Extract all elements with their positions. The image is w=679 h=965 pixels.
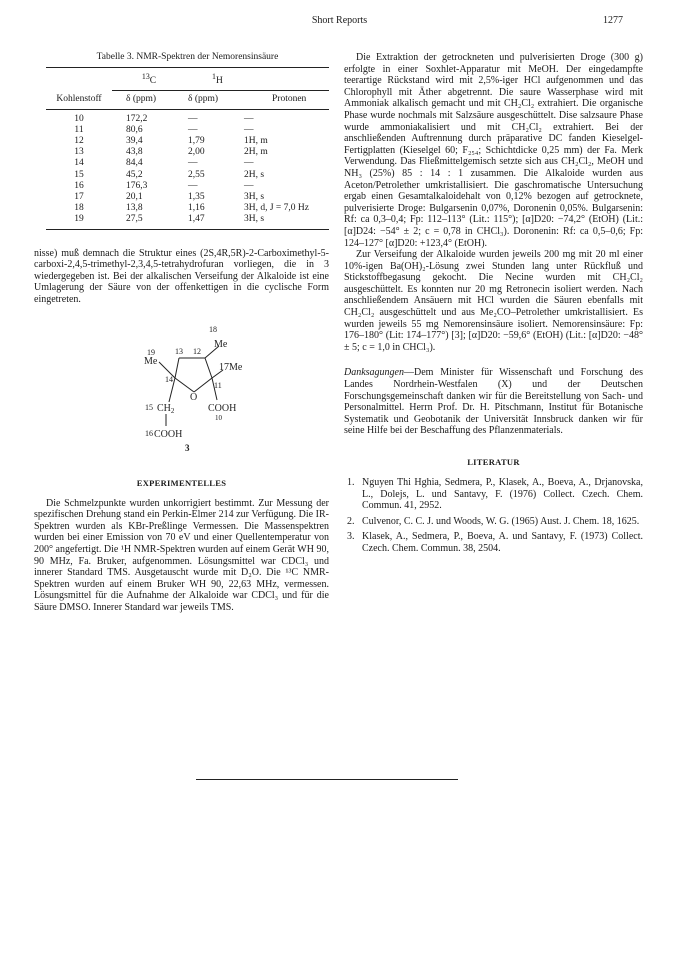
cell-delta-h: —	[188, 124, 198, 135]
ack-text: —Dem Minister für Wissenschaft und Forschung des Landes Nordrhein-Westfalen (X) und der Deutschen Forschungsgemeinschaft danken wir für die Bereitstellung von Sach- und Personalmittel. Herrn Prof. Dr. H. Pitschmann, Institut für Botanische Systematik und Geobotanik der Universität Innsbruck danken wir für seine Hilfe bei der Beschaffung des Pflanzenmaterials.	[344, 367, 643, 437]
bottom-rule	[196, 779, 458, 780]
right-column	[344, 52, 643, 559]
table-row	[46, 214, 329, 229]
reference-text: Nguyen Thi Hghia, Sedmera, P., Klasek, A., Boeva, A., Drjanovska, L., Dolejs, L. und Santavy, F. (1976) Collect. Czech. Chem. Commun. 41, 2952.	[362, 477, 643, 512]
label-19: 19	[147, 347, 155, 357]
cell-delta-c: 80,6	[126, 124, 143, 135]
table-caption: Tabelle 3. NMR-Spektren der Nemorensinsäure	[96, 52, 279, 62]
reference-list	[344, 477, 643, 555]
cell-protonen: 1H, m	[244, 135, 268, 146]
header-1h: $^1$H	[186, 68, 329, 91]
label-16: 16	[145, 428, 153, 438]
cell-delta-h: —	[188, 180, 198, 191]
reference-number: 2.	[347, 515, 355, 527]
section-heading-literatur: LITERATUR	[467, 457, 520, 467]
cell-delta-h: —	[188, 158, 198, 169]
table-row	[46, 158, 329, 169]
section-heading-experimentelles: EXPERIMENTELLES	[136, 477, 227, 488]
nmr-table	[46, 67, 329, 230]
label-13: 13	[175, 346, 183, 356]
table-row	[46, 147, 329, 158]
reference-text: Culvenor, C. C. J. und Woods, W. G. (1965) Aust. J. Chem. 18, 1625.	[362, 515, 640, 527]
cell-delta-c: 27,5	[112, 214, 186, 229]
cell-protonen: 2H, s	[244, 169, 265, 180]
table-row	[46, 203, 329, 214]
reference-item	[344, 531, 643, 554]
left-column	[34, 52, 329, 614]
reference-text: Klasek, A., Sedmera, P., Boeva, A. und Santavy, F. (1973) Collect. Czech. Chem. Commun. 38, 2504.	[362, 531, 643, 554]
label-me-top: Me	[214, 338, 228, 350]
structure-3	[119, 320, 279, 460]
experimental-paragraph: Die Schmelzpunkte wurden unkorrigiert bestimmt. Zur Messung der spezifischen Drehung stand ein Perkin-Elmer 214 zur Verfügung. Die IR-Spektren wurden als KBr-Preßlinge Vermessen. Die Massenspektren wurden bei einer Emission von 70 eV und einer Quellentemperatur von 200° angefertigt. Die ¹H NMR-Spektren wurden auf einem Gerät WH 90, 90 MHz, Fa. Bruker, aufgenommen. Lösungsmittel war CDCl₃ und innerer Standard TMS. Ausgetauscht wurde mit D₂O. Die ¹³C NMR-Spektren wurden auf einem Bruker WH 90, 22,63 MHz, vermessen. Lösungsmittel für die Aufnahme der Alkaloide war CDCl₃ und für die Säure DMSO. Innerer Standard war jeweils TMS.	[34, 497, 329, 613]
extraction-paragraph: Die Extraktion der getrockneten und pulverisierten Droge (300 g) erfolgte in einer Soxhlet-Apparatur mit MeOH. Der eingedampfte teerartige Rückstand wird mit 2,5%-iger HCl aufgenommen und das Chlorophyll mit Äther abgetrennt. Die saure Wasserphase wird mit Ammoniak alkalisch gemacht und mit CH₂Cl₂ extrahiert. Die organische Phase wurde nochmals mit Salzsäure ausgeschüttelt. Dise salzsaure Phase wurde ammoniakalisiert und mit CH₂Cl₂ extrahiert. Bei der anschließenden Auftrennung durch präparative DC fanden Kieselgel-Fertigplatten (Kieselgel 60; F₂₅₄; Schichtdicke 0,25 mm) der Fa. Merk Verwendung. Das Fließmittelgemisch setzte sich aus CH₂Cl₂, MeOH und NH₃ (25%) 85 : 14 : 1 zusammen. Die Alkaloide wurden aus Aceton/Petrolether umkristallisiert. Die gaschromatische Untersuchung ergab einen Gesamtalkaloidehalt von 0,12% bezogen auf getrocknete, pulverisierte Droge: Bulgarsenin 0,07%, Doronenin 0,05%. Bulgarsenin: Rf: ca 0,3–0,4; Fp: 112–113° (Lit.: 115°); [α]D20: −74,2° (EtOH) (Lit.: [α]D24: −54° ± 2; c = 0,78 in CHCl₃). Doronenin: Rf: ca 0,5–0,6; Fp: 124–127° [α]D20: +123,4° (EtOH).	[344, 52, 643, 249]
page-number: 1277	[603, 15, 623, 26]
label-14: 14	[165, 374, 173, 384]
reference-item	[344, 477, 643, 512]
cell-kohlenstoff: 13	[74, 147, 84, 158]
cell-protonen: —	[244, 113, 254, 124]
cell-delta-c: 176,3	[126, 180, 148, 191]
table-row	[46, 125, 329, 136]
label-17me: 17Me	[219, 361, 243, 373]
cell-delta-h: 1,16	[188, 203, 205, 214]
cell-delta-c: 39,4	[126, 135, 143, 146]
table-row	[46, 109, 329, 125]
cell-kohlenstoff: 19	[46, 214, 112, 229]
label-18: 18	[209, 324, 217, 334]
table-row	[46, 181, 329, 192]
structure-diagram	[119, 320, 279, 460]
cell-delta-h: 1,79	[188, 135, 205, 146]
label-ch2: $CH_2$	[157, 402, 175, 415]
cell-kohlenstoff: 17	[74, 191, 84, 202]
cell-kohlenstoff: 16	[74, 180, 84, 191]
cell-kohlenstoff: 14	[74, 158, 84, 169]
cell-protonen: —	[244, 180, 254, 191]
label-me-left: Me	[144, 355, 158, 367]
cell-kohlenstoff: 15	[74, 169, 84, 180]
label-cooh-right: COOH	[208, 402, 237, 414]
cell-kohlenstoff: 10	[74, 113, 84, 124]
cell-delta-h: —	[188, 113, 198, 124]
cell-kohlenstoff: 12	[74, 135, 84, 146]
cell-protonen: 3H, s	[244, 191, 265, 202]
cell-delta-h: 2,55	[188, 169, 205, 180]
cell-protonen: —	[244, 124, 254, 135]
cell-delta-h: 1,47	[186, 214, 238, 229]
ack-title: Danksagungen	[344, 367, 404, 379]
label-12: 12	[193, 346, 201, 356]
reference-item	[344, 516, 643, 528]
cell-delta-c: 20,1	[126, 191, 143, 202]
label-11: 11	[214, 380, 222, 390]
label-cooh-bottom: COOH	[154, 428, 183, 440]
reference-number: 3.	[347, 531, 355, 543]
cell-delta-c: 172,2	[126, 113, 148, 124]
cell-delta-c: 45,2	[126, 169, 143, 180]
header-13c: $^{13}$C	[112, 68, 186, 91]
table-row	[46, 192, 329, 203]
table-row	[46, 170, 329, 181]
cell-protonen: 3H, s	[238, 214, 329, 229]
col-delta-c: δ (ppm)	[112, 91, 186, 109]
cell-protonen: —	[244, 158, 254, 169]
label-15: 15	[145, 402, 153, 412]
cell-protonen: 2H, m	[244, 147, 268, 158]
reference-number: 1.	[347, 477, 355, 488]
col-kohlenstoff: Kohlenstoff	[46, 91, 112, 109]
cell-protonen: 3H, d, J = 7,0 Hz	[244, 203, 309, 214]
structure-paragraph: nisse) muß demnach die Struktur eines (2S,4R,5R)-2-Carboximethyl-5-carboxi-2,4,5-trimethyl-2,3,4,5-tetrahydrofuran vorliegen, die in 3 wiedergegeben ist. Bei der alkalischen Verseifung der Alkaloide ist eine Umlagerung der Säure von der offenkettigen in die cyclische Form eingetreten.	[34, 247, 329, 305]
saponification-paragraph: Zur Verseifung der Alkaloide wurden jeweils 200 mg mit 20 ml einer 10%-igen Ba(OH)₂-Lösung zwei Stunden lang unter Rückfluß und Stickstoffbegasung gekocht. Die Necine wurden mit CH₂Cl₂ ausgeschüttelt. Es konnten nur 20 mg Retronecin isoliert werden. Nach anschließendem Ansäuern mit HCl wurden die Säuren ebenfalls mit CH₂Cl₂ ausgeschüttelt und aus Me₂CO–Petrolether umkristallisiert. Es wurden jeweils 55 mg Nemorensinsäure isoliert. Nemorensinsäure: Fp: 176–180° (Lit: 174–177°) [3]; [α]D20: −59,6° (EtOH) (Lit.: [α]D20: −48° ± 5; c = 1,0 in CHCl₃).	[344, 249, 643, 353]
col-delta-h: δ (ppm)	[186, 91, 238, 109]
structure-label: 3	[185, 442, 190, 453]
table-row	[46, 136, 329, 147]
col-protonen: Protonen	[238, 91, 329, 109]
cell-kohlenstoff: 18	[74, 203, 84, 214]
cell-delta-c: 84,4	[126, 158, 143, 169]
cell-kohlenstoff: 11	[74, 124, 84, 135]
cell-delta-c: 43,8	[126, 147, 143, 158]
running-header: Short Reports	[311, 15, 368, 26]
cell-delta-h: 2,00	[188, 147, 205, 158]
acknowledgements	[344, 367, 643, 437]
cell-delta-c: 13,8	[126, 203, 143, 214]
label-10: 10	[215, 413, 222, 422]
cell-delta-h: 1,35	[188, 191, 205, 202]
label-oxygen: O	[190, 391, 198, 403]
